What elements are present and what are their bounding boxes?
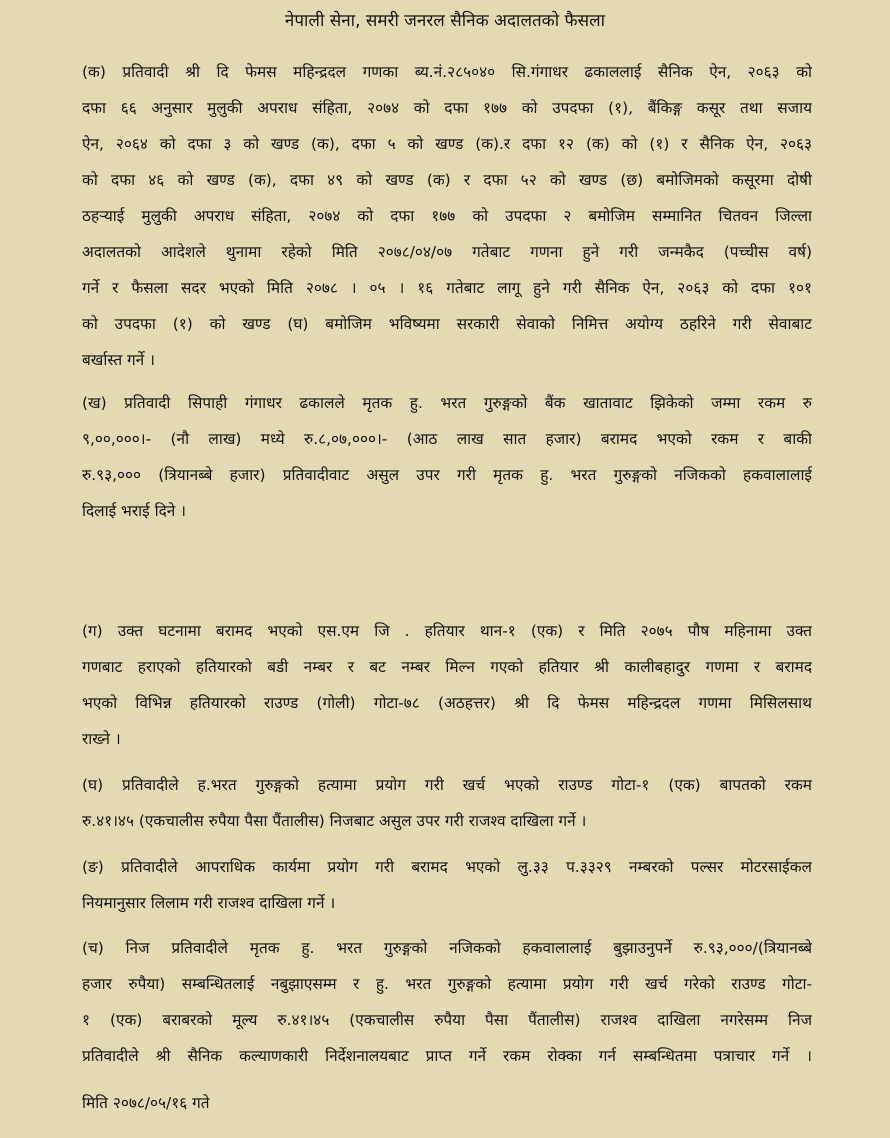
paragraph-line: (क) प्रतिवादी श्री दि फेमस महिन्द्रदल गणका ब्य.नं.२८५०४० सि.गंगाधर ढकाललाई सैनिक ऐन, २०६३ को	[82, 63, 812, 81]
paragraph-kha	[82, 385, 812, 529]
paragraph-line: दिलाई भराई दिने ।	[82, 502, 187, 520]
paragraph-line: राख्ने ।	[82, 730, 121, 748]
paragraph-cha	[82, 930, 812, 1074]
paragraph-line: को दफा ४६ को खण्ड (क), दफा ४९ को खण्ड (क) र दफा ५२ को खण्ड (छ) बमोजिमको कसूरमा दोषी	[82, 171, 812, 189]
paragraph-line: (घ) प्रतिवादीले ह.भरत गुरुङ्गको हत्यामा प्रयोग गरी खर्च भएको राउण्ड गोटा-१ (एक) बापतको रकम	[82, 776, 812, 794]
document-date: मिति २०७८/०५/१६ गते	[82, 1094, 210, 1112]
paragraph-line: ऐन, २०६४ को दफा ३ को खण्ड (क), दफा ५ को खण्ड (क).र दफा १२ (क) को (१) र सैनिक ऐन, २०६३	[82, 135, 812, 153]
paragraph-line: भएको विभिन्न हतियारको राउण्ड (गोली) गोटा-७८ (अठहत्तर) श्री दि फेमस महिन्द्रदल गणमा मिसिलसाथ	[82, 694, 812, 712]
paragraph-line: रु.९३,००० (त्रियानब्बे हजार) प्रतिवादीवाट असुल उपर गरी मृतक हु. भरत गुरुङ्गको नजिकको हकवालालाई	[82, 466, 812, 484]
paragraph-line: १ (एक) बराबरको मूल्य रु.४१।४५ (एकचालीस रुपैया पैसा पैंतालीस) राजश्व दाखिला नगरेसम्म निज	[82, 1011, 812, 1029]
paragraph-line: ठहऱ्याई मुलुकी अपराध संहिता, २०७४ को दफा १७७ को उपदफा २ बमोजिम सम्मानित चितवन जिल्ला	[82, 207, 812, 225]
paragraph-line: (च) निज प्रतिवादीले मृतक हु. भरत गुरुङ्गको नजिकको हकवालालाई बुझाउनुपर्ने रु.९३,०००/(त्रियानब्बे	[82, 939, 812, 957]
paragraph-line: अदालतको आदेशले थुनामा रहेको मिति २०७८/०४/०७ गतेबाट गणना हुने गरी जन्मकैद (पच्चीस वर्ष)	[82, 243, 812, 261]
paragraph-line: प्रतिवादीले श्री सैनिक कल्याणकारी निर्देशनालयबाट प्राप्त गर्ने रकम रोक्का गर्न सम्बन्धितमा पत्राचार गर्ने ।	[82, 1047, 812, 1065]
paragraph-line: बर्खास्त गर्ने ।	[82, 351, 155, 369]
paragraph-line: गणबाट हराएको हतियारको बडी नम्बर र बट नम्बर मिल्न गएको हतियार श्री कालीबहादुर गणमा र बरामद	[82, 658, 812, 676]
paragraph-line: नियमानुसार लिलाम गरी राजश्व दाखिला गर्ने ।	[82, 894, 336, 912]
paragraph-gha	[82, 767, 812, 839]
paragraph-ka	[82, 54, 812, 378]
document-title: नेपाली सेना, समरी जनरल सैनिक अदालतको फैसला	[284, 11, 606, 31]
paragraph-line: दफा ६६ अनुसार मुलुकी अपराध संहिता, २०७४ को दफा १७७ को उपदफा (१), बैंकिङ्ग कसूर तथा सजाय	[82, 99, 812, 117]
paragraph-line: (ग) उक्त घटनामा बरामद भएको एस.एम जि . हतियार थान-१ (एक) र मिति २०७५ पौष महिनामा उक्त	[82, 622, 812, 640]
paragraph-ga	[82, 613, 812, 757]
paragraph-line: गर्ने र फैसला सदर भएको मिति २०७८ । ०५ । १६ गतेबाट लागू हुने गरी सैनिक ऐन, २०६३ को दफा १०१	[82, 279, 812, 297]
paragraph-nga	[82, 849, 812, 921]
paragraph-line: ९,००,०००।- (नौ लाख) मध्ये रु.८,०७,०००।- (आठ लाख सात हजार) बरामद भएको रकम र बाकी	[82, 430, 812, 448]
paragraph-line: हजार रुपैया) सम्बन्धितलाई नबुझाएसम्म र हु. भरत गुरुङ्गको हत्यामा प्रयोग गरी खर्च गरेको राउण्ड गोटा-	[82, 975, 812, 993]
paragraph-line: (ङ) प्रतिवादीले आपराधिक कार्यमा प्रयोग गरी बरामद भएको लु.३३ प.३३२९ नम्बरको पल्सर मोटरसाईकल	[82, 858, 812, 876]
paragraph-line: (ख) प्रतिवादी सिपाही गंगाधर ढकालले मृतक हु. भरत गुरुङ्गको बैंक खातावाट झिकेको जम्मा रकम रु	[82, 394, 812, 412]
paragraph-line: रु.४१।४५ (एकचालीस रुपैया पैसा पैंतालीस) निजबाट असुल उपर गरी राजश्व दाखिला गर्ने ।	[82, 812, 587, 830]
paragraph-line: को उपदफा (१) को खण्ड (घ) बमोजिम भविष्यमा सरकारी सेवाको निमित्त अयोग्य ठहरिने गरी सेवाबाट	[82, 315, 812, 333]
